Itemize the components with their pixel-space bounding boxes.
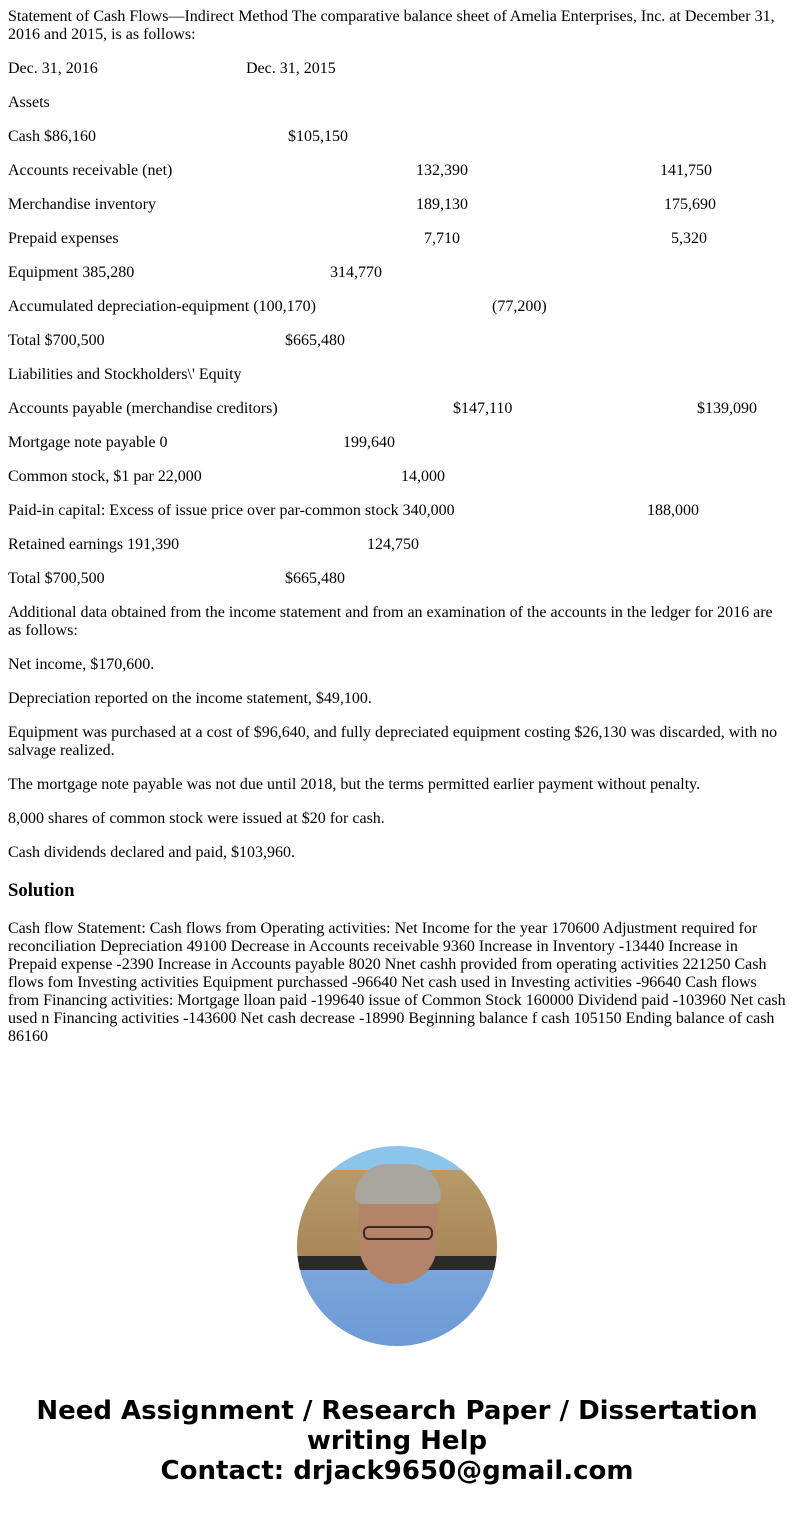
value-2015: (77,200) (492, 298, 547, 315)
value-2016: 189,130 (416, 196, 468, 213)
liabilities-heading: Liabilities and Stockholders\' Equity (8, 366, 242, 383)
value-2015: $665,480 (285, 332, 345, 349)
value-2015: 5,320 (671, 230, 707, 247)
glasses (363, 1226, 433, 1240)
row-inventory (8, 196, 786, 214)
additional-item: The mortgage note payable was not due until 2018, but the terms permitted earlier payment without penalty. (8, 776, 701, 793)
row-prepaid (8, 230, 786, 248)
value-2015: 175,690 (664, 196, 716, 213)
footer-line-1: Need Assignment / Research Paper / Dissertation writing Help (36, 1396, 758, 1456)
value-2016: 132,390 (416, 162, 468, 179)
additional-intro: Additional data obtained from the income statement and from an examination of the accounts in the ledger for 2016 are as follows: (8, 604, 773, 639)
value-2015: 199,640 (343, 434, 395, 451)
author-photo (297, 1146, 497, 1346)
label: Accumulated depreciation-equipment (100,170) (8, 298, 316, 315)
solution-heading: Solution (8, 880, 75, 901)
additional-item: Depreciation reported on the income statement, $49,100. (8, 690, 372, 707)
row-cash (8, 128, 786, 146)
label: Common stock, $1 par 22,000 (8, 468, 202, 485)
header-row (8, 60, 786, 78)
footer-banner (8, 1396, 786, 1486)
row-ar (8, 162, 786, 180)
label: Prepaid expenses (8, 230, 119, 247)
row-common-stock (8, 468, 786, 486)
value-2015: 124,750 (367, 536, 419, 553)
value-2015: 141,750 (660, 162, 712, 179)
row-retained (8, 536, 786, 554)
label: Total $700,500 (8, 570, 105, 587)
additional-item: 8,000 shares of common stock were issued at $20 for cash. (8, 810, 385, 827)
row-equipment (8, 264, 786, 282)
value-2015: 314,770 (330, 264, 382, 281)
additional-item: Net income, $170,600. (8, 656, 155, 673)
label: Merchandise inventory (8, 196, 156, 213)
value-2015: 14,000 (401, 468, 445, 485)
additional-item: Equipment was purchased at a cost of $96,640, and fully depreciated equipment costing $26,130 was discarded, with no salvage realized. (8, 724, 778, 759)
footer-contact: Contact: drjack9650@gmail.com (160, 1456, 634, 1486)
value-2015: $105,150 (288, 128, 348, 145)
value-2016: $147,110 (453, 400, 513, 417)
value-2015: 188,000 (647, 502, 699, 519)
label: Total $700,500 (8, 332, 105, 349)
solution-text: Cash flow Statement: Cash flows from Operating activities: Net Income for the year 170600 Adjustment required for reconciliation Depreciation 49100 Decrease in Accounts receivable 9360 Increase in Inventory -13440 Increase in Prepaid expense -2390 Increase in Accounts payable 8020 Nnet cashh provided from operating activities 221250 Cash flows fom Investing activities Equipment purchassed -96640 Net cash used in Investing activities -96640 Cash flows from Financing activities: Mortgage lloan paid -199640 issue of Common Stock 160000 Dividend paid -103960 Net cash used n Financing activities -143600 Net cash decrease -18990 Beginning balance f cash 105150 Ending balance of cash 86160 (8, 920, 786, 1045)
row-paid-in (8, 502, 786, 520)
row-mortgage (8, 434, 786, 452)
row-ap (8, 400, 786, 418)
row-total-liab (8, 570, 786, 588)
value-2015: $665,480 (285, 570, 345, 587)
label: Mortgage note payable 0 (8, 434, 168, 451)
hair (355, 1164, 441, 1204)
row-accum-dep (8, 298, 786, 316)
label: Accounts payable (merchandise creditors) (8, 400, 278, 417)
value-2015: $139,090 (697, 400, 757, 417)
year-2015: Dec. 31, 2015 (246, 60, 336, 77)
label: Accounts receivable (net) (8, 162, 173, 179)
assets-heading: Assets (8, 94, 50, 111)
intro: Statement of Cash Flows—Indirect Method The comparative balance sheet of Amelia Enterprises, Inc. at December 31, 2016 and 2015, is as follows: (8, 8, 775, 43)
value-2016: 7,710 (424, 230, 460, 247)
year-2016: Dec. 31, 2016 (8, 60, 98, 77)
row-total-assets (8, 332, 786, 350)
label: Retained earnings 191,390 (8, 536, 180, 553)
label: Equipment 385,280 (8, 264, 135, 281)
label: Cash $86,160 (8, 128, 96, 145)
label: Paid-in capital: Excess of issue price over par-common stock 340,000 (8, 502, 455, 519)
additional-item: Cash dividends declared and paid, $103,960. (8, 844, 296, 861)
